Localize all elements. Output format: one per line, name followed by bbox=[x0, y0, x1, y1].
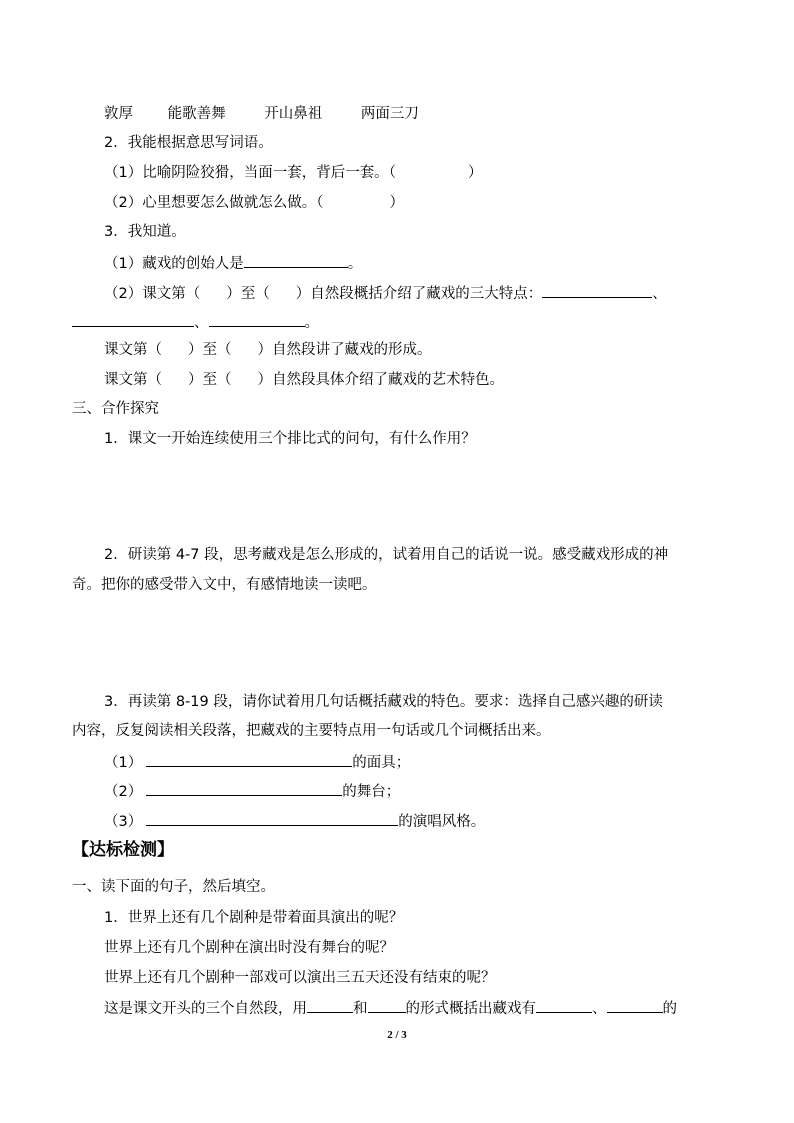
q3-item-2: （2）课文第（ ）至（ ）自然段概括介绍了藏戏的三大特点： 、 bbox=[104, 282, 667, 304]
check-sentence-1: 1．世界上还有几个剧种是带着面具演出的呢？ bbox=[104, 910, 404, 926]
section-3-q1: 1．课文一开始连续使用三个排比式的问句，有什么作用？ bbox=[104, 431, 476, 447]
section-3-q3-line2: 内容，反复阅读相关段落，把藏戏的主要特点用一句话或几个词概括出来。 bbox=[72, 723, 551, 739]
q3-item-1: （1）藏戏的创始人是 。 bbox=[104, 252, 362, 274]
word-4: 两面三刀 bbox=[360, 106, 419, 122]
check-fill-line: 这是课文开头的三个自然段，用 和 的形式概括出藏戏有 、 的 bbox=[104, 997, 677, 1019]
fill-line[interactable] bbox=[72, 311, 194, 327]
q2-title: 2．我能根据意思写词语。 bbox=[104, 135, 273, 151]
section-3-fill-1: （1） 的面具； bbox=[104, 751, 410, 773]
check-part-1: 一、读下面的句子，然后填空。 bbox=[72, 879, 275, 895]
page-number: 2 / 3 bbox=[387, 1029, 407, 1041]
section-3-fill-3: （3） 的演唱风格。 bbox=[104, 810, 485, 832]
fill-line[interactable] bbox=[146, 780, 342, 796]
word-3: 开山鼻祖 bbox=[264, 106, 323, 122]
check-sentence-2: 世界上还有几个剧种在演出时没有舞台的呢？ bbox=[104, 940, 394, 956]
fill-line[interactable] bbox=[536, 997, 592, 1013]
section-3-title: 三、合作探究 bbox=[72, 401, 159, 417]
section-3-fill-2: （2） 的舞台； bbox=[104, 780, 400, 802]
fill-line[interactable] bbox=[146, 751, 352, 767]
q3-item-2-cont: 、 。 bbox=[72, 311, 319, 333]
check-sentence-3: 世界上还有几个剧种一部戏可以演出三五天还没有结束的呢？ bbox=[104, 970, 496, 986]
fill-line[interactable] bbox=[307, 997, 353, 1013]
word-list bbox=[104, 104, 419, 124]
q3-line-formation: 课文第（ ）至（ ）自然段讲了藏戏的形成。 bbox=[104, 342, 432, 358]
section-3-q2-line2: 奇。把你的感受带入文中，有感情地读一读吧。 bbox=[72, 577, 377, 593]
q2-item-2: （2）心里想要怎么做就怎么做。（ ） bbox=[104, 195, 404, 211]
fill-line[interactable] bbox=[607, 997, 663, 1013]
fill-line[interactable] bbox=[368, 997, 406, 1013]
word-2: 能歌善舞 bbox=[167, 106, 226, 122]
fill-line[interactable] bbox=[209, 311, 305, 327]
fill-line[interactable] bbox=[244, 252, 348, 268]
check-heading: 【达标检测】 bbox=[72, 840, 174, 860]
fill-line[interactable] bbox=[146, 810, 398, 826]
section-3-q2-line1: 2．研读第 4-7 段，思考藏戏是怎么形成的，试着用自己的话说一说。感受藏戏形成的神 bbox=[104, 547, 669, 563]
word-1: 敦厚 bbox=[104, 106, 133, 122]
q3-line-features: 课文第（ ）至（ ）自然段具体介绍了藏戏的艺术特色。 bbox=[104, 372, 504, 388]
q3-title: 3．我知道。 bbox=[104, 224, 186, 240]
section-3-q3-line1: 3．再读第 8-19 段，请你试着用几句话概括藏戏的特色。要求：选择自己感兴趣的研读 bbox=[104, 694, 663, 710]
fill-line[interactable] bbox=[542, 282, 652, 298]
q2-item-1: （1）比喻阴险狡猾，当面一套，背后一套。（ ） bbox=[104, 165, 483, 181]
